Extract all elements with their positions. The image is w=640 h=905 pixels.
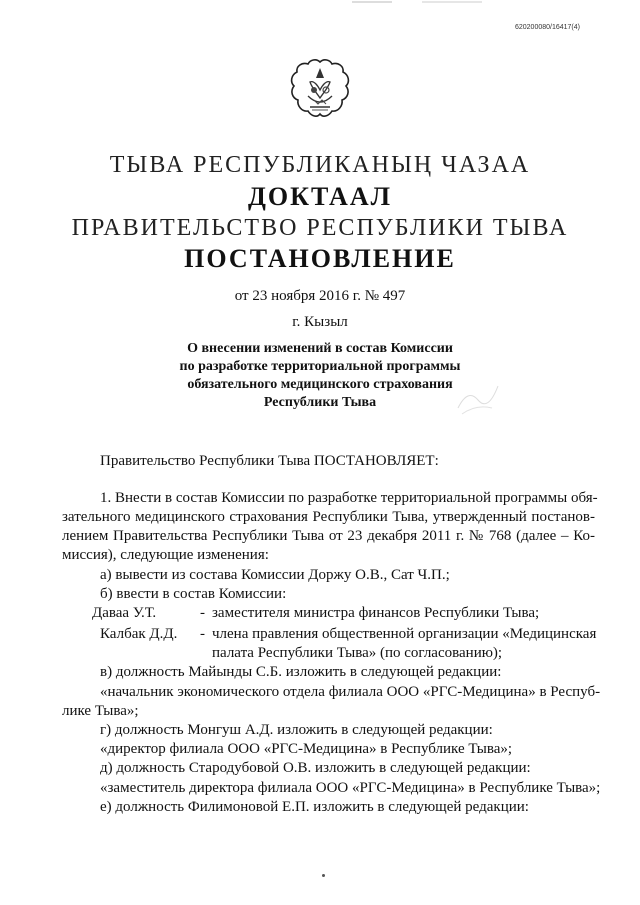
- member-name: Даваа У.Т.: [92, 605, 157, 621]
- paragraph-line: зательного медицинского страхования Республики Тыва, утвержденный постанов-: [62, 509, 595, 525]
- title-line: Республики Тыва: [263, 395, 377, 410]
- item-v-text: лике Тыва»;: [62, 703, 139, 719]
- date-line: от 23 ноября 2016 г. № 497: [234, 288, 406, 304]
- preamble: Правительство Республики Тыва ПОСТАНОВЛЯЕТ:: [100, 453, 439, 469]
- document-number: 620200080/16417(4): [514, 24, 580, 31]
- member-role: члена правления общественной организации «Медицинская: [212, 626, 597, 642]
- item-v-text: «начальник экономического отдела филиала ООО «РГС-Медицина» в Респуб-: [100, 684, 601, 700]
- item-e: е) должность Филимоновой Е.П. изложить в следующей редакции:: [100, 799, 529, 815]
- item-d-text: «заместитель директора филиала ООО «РГС-Медицина» в Республике Тыва»;: [100, 780, 601, 796]
- header-postanovlenie: ПОСТАНОВЛЕНИЕ: [184, 244, 456, 273]
- header-tuvan-government: ТЫВА РЕСПУБЛИКАНЫҢ ЧАЗАА: [109, 152, 531, 178]
- header-doktaal: ДОКТААЛ: [248, 182, 392, 211]
- item-g: г) должность Монгуш А.Д. изложить в следующей редакции:: [100, 722, 493, 738]
- item-g-text: «директор филиала ООО «РГС-Медицина» в Республике Тыва»;: [100, 741, 513, 757]
- paragraph-line: миссия), следующие изменения:: [62, 547, 269, 563]
- member-name: Калбак Д.Д.: [100, 626, 178, 642]
- item-b: б) ввести в состав Комиссии:: [100, 586, 287, 602]
- header-government: ПРАВИТЕЛЬСТВО РЕСПУБЛИКИ ТЫВА: [71, 215, 569, 241]
- scan-mark: [352, 0, 482, 6]
- paragraph-line: 1. Внести в состав Комиссии по разработке территориальной программы обя-: [100, 490, 598, 506]
- title-line: обязательного медицинского страхования: [187, 377, 453, 392]
- member-role: палата Республики Тыва» (по согласованию);: [212, 645, 503, 661]
- title-line: по разработке территориальной программы: [179, 359, 461, 374]
- member-dash: -: [200, 626, 205, 642]
- faint-mark: [448, 378, 508, 418]
- member-dash: -: [200, 605, 205, 621]
- city: г. Кызыл: [292, 314, 348, 330]
- item-a: а) вывести из состава Комиссии Доржу О.В., Сат Ч.П.;: [100, 567, 450, 583]
- paragraph-line: лением Правительства Республики Тыва от 23 декабря 2011 г. № 768 (далее – Ко-: [62, 528, 595, 544]
- tuva-coat-of-arms-icon: [288, 56, 352, 126]
- member-role: заместителя министра финансов Республики Тыва;: [212, 605, 540, 621]
- title-line: О внесении изменений в состав Комиссии: [187, 341, 453, 356]
- item-d: д) должность Стародубовой О.В. изложить в следующей редакции:: [100, 760, 531, 776]
- scan-dot: [322, 874, 325, 877]
- item-v: в) должность Майынды С.Б. изложить в следующей редакции:: [100, 664, 502, 680]
